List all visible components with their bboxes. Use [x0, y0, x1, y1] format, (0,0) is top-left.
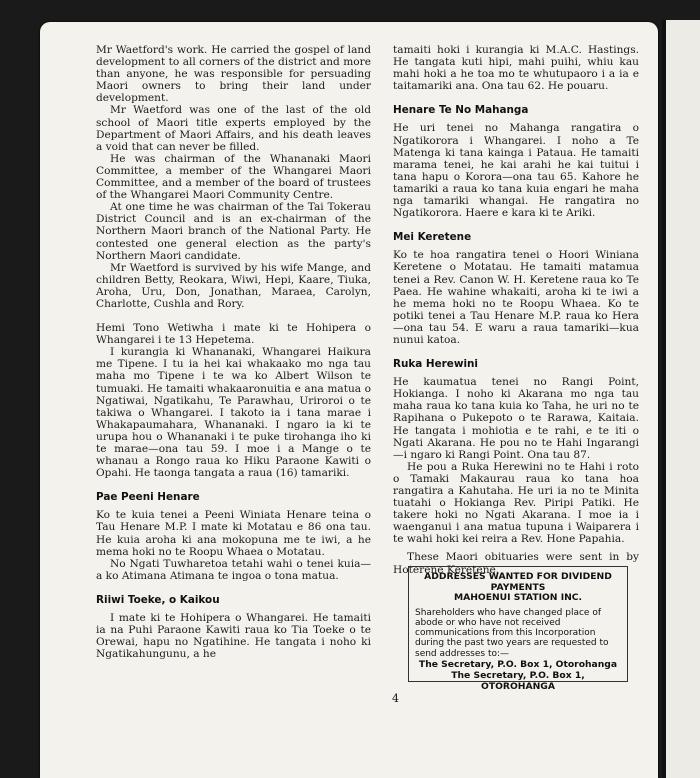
- paragraph: I kurangia ki Whananaki, Whangarei Haikura me Tipene. I tu ia hei kai whakaako mo nga tau maha mo Tipene i te wa ko Albert Wilson te tumuaki. He tamaiti whakaaronuitia e ana matua o Ngatiwai, Ngatikahu, Te Parawhau, Uriroroi o te takiwa o Whangarei. I takoto ia i tana marae i Whakapaumahara, Whananaki. I ngaro ia ki te urupa hou o Whananaki i te puke tirohanga iho ki te marae—ona tau 59. I moe i a Mange o te whanau a Rongo raua ko Hiku Paraone Kawiti o Opahi. He taonga tangata a raua (16) tamariki.: [96, 346, 371, 480]
- section-heading: Henare Te No Mahanga: [393, 104, 529, 117]
- advertisement-box: [408, 566, 628, 693]
- ad-address: The Secretary, P.O. Box 1, Otorohanga: [418, 658, 618, 670]
- right-column: [393, 44, 639, 576]
- paragraph: At one time he was chairman of the Tai Tokerau District Council and is an ex-chairman of the Northern Maori branch of the National Party. He contested one general election as the party's Northern Maori candidate.: [96, 201, 371, 262]
- paragraph: He pou a Ruka Herewini no te Hahi i roto o Tamaki Makaurau raua ko tana hoa rangatira a Kahutaha. He uri ia no te Minita tuatahi o Hokianga Rev. Piripi Patiki. He takere hoki no Ngati Akarana. I moe ia i waenganui i ana matua tupuna i Waiparera i te wahi hoki kei reira a Rev. Hone Papahia.: [393, 460, 639, 546]
- ad-address: OTOROHANGA: [481, 681, 555, 693]
- paragraph: Ko te kuia tenei a Peeni Winiata Henare teina o Tau Henare M.P. I mate ki Motatau e 86 ona tau. He kuia aroha ki ana mokopuna me te iwi, a he mema hoki no te Roopu Whaea o Motatau.: [96, 509, 371, 558]
- section-heading: Ruka Herewini: [393, 358, 478, 371]
- paragraph: I mate ki te Hohipera o Whangarei. He tamaiti ia na Puhi Paraone Kawiti raua ko Tia Toeke o te Orewai, hapu no Ngatihine. He tangata i noho ki Ngatikahungunu, a he: [96, 612, 371, 661]
- ad-body: Shareholders who have changed place of abode or who have not received communications from this Incorporation during the past two years are requested to send addresses to:—: [415, 607, 609, 659]
- ad-address: The Secretary, P.O. Box 1,: [451, 670, 585, 681]
- paragraph: Hemi Tono Wetiwha i mate ki te Hohipera o Whangarei i te 13 Hepetema.: [96, 322, 371, 347]
- section-heading: Riiwi Toeke, o Kaikou: [96, 593, 220, 606]
- section-heading: Pae Peeni Henare: [96, 491, 200, 504]
- section-heading: Mei Keretene: [393, 231, 472, 244]
- paragraph: He kaumatua tenei no Rangi Point, Hokianga. I noho ki Akarana mo nga tau maha raua ko tana kuia ko Taha, he uri no te Rapihana o Pukepoto o te Rarawa, Kaitaia. He tangata i mohiotia e te rahi, e te iti o Ngati Akarana. He pou no te Hahi Ingarangi—i ngaro ki Rangi Point. Ona tau 87.: [393, 376, 639, 461]
- ad-title: ADDRESSES WANTED FOR DIVIDEND: [424, 571, 612, 582]
- paragraph: Ko te hoa rangatira tenei o Hoori Winiana Keretene o Motatau. He tamaiti matamua tenei a Rev. Canon W. H. Keretene raua ko Te Paea. He wahine whakaiti, aroha ki te iwi a he mema hoki no te Roopu Whaea. Ko te potiki tenei a Tau Henare M.P. raua ko Hera—ona tau 54. E waru a raua tamariki—kua nunui katoa.: [393, 249, 639, 346]
- paragraph: He uri tenei no Mahanga rangatira o Ngatikorora i Whangarei. I noho a Te Matenga ki tana kainga i Pataua. He tamaiti marama tenei, he kai arahi he kai tuitui i tana hapu o Korora—ona tau 65. Kahore he tamariki a raua ko tana kuia engari he maha nga tamariki whangai. He rangatira no Ngatikorora. Haere e kara ki te Ariki.: [393, 122, 639, 220]
- paragraph: Mr Waetford is survived by his wife Mange, and children Betty, Reokara, Wiwi, Hepi, Kaare, Tiuka, Aroha, Uru, Don, Jonathan, Maraea, Carolyn, Charlotte, Cushla and Rory.: [96, 261, 371, 310]
- page-number: 4: [392, 692, 399, 705]
- ad-title: MAHOENUI STATION INC.: [453, 592, 583, 604]
- left-column: [96, 44, 371, 660]
- paragraph: These Maori obituaries were sent in by Hoterene Keretene.: [393, 551, 639, 576]
- adjacent-page-edge: [662, 20, 700, 778]
- paragraph: He was chairman of the Whananaki Maori Committee, a member of the Whangarei Maori Committee, and a member of the board of trustees of the Whangarei Maori Community Centre.: [96, 152, 371, 202]
- paragraph: tamaiti hoki i kurangia ki M.A.C. Hastings. He tangata kuti hipi, mahi puihi, whiu kau mahi hoki a he toa mo te whutupaoro i a ia e taitamariki ana. Ona tau 62. He pouaru.: [393, 44, 639, 93]
- ad-title: PAYMENTS: [490, 581, 546, 593]
- paragraph: No Ngati Tuwharetoa tetahi wahi o tenei kuia—a ko Atimana Atimana te ingoa o tona matua.: [96, 557, 371, 582]
- paragraph: Mr Waetford's work. He carried the gospel of land development to all corners of the district and more than anyone, he was responsible for persuading Maori owners to bring their land under development.: [96, 44, 371, 105]
- paragraph: Mr Waetford was one of the last of the old school of Maori title experts employed by the Department of Maori Affairs, and his death leaves a void that can never be filled.: [96, 104, 371, 153]
